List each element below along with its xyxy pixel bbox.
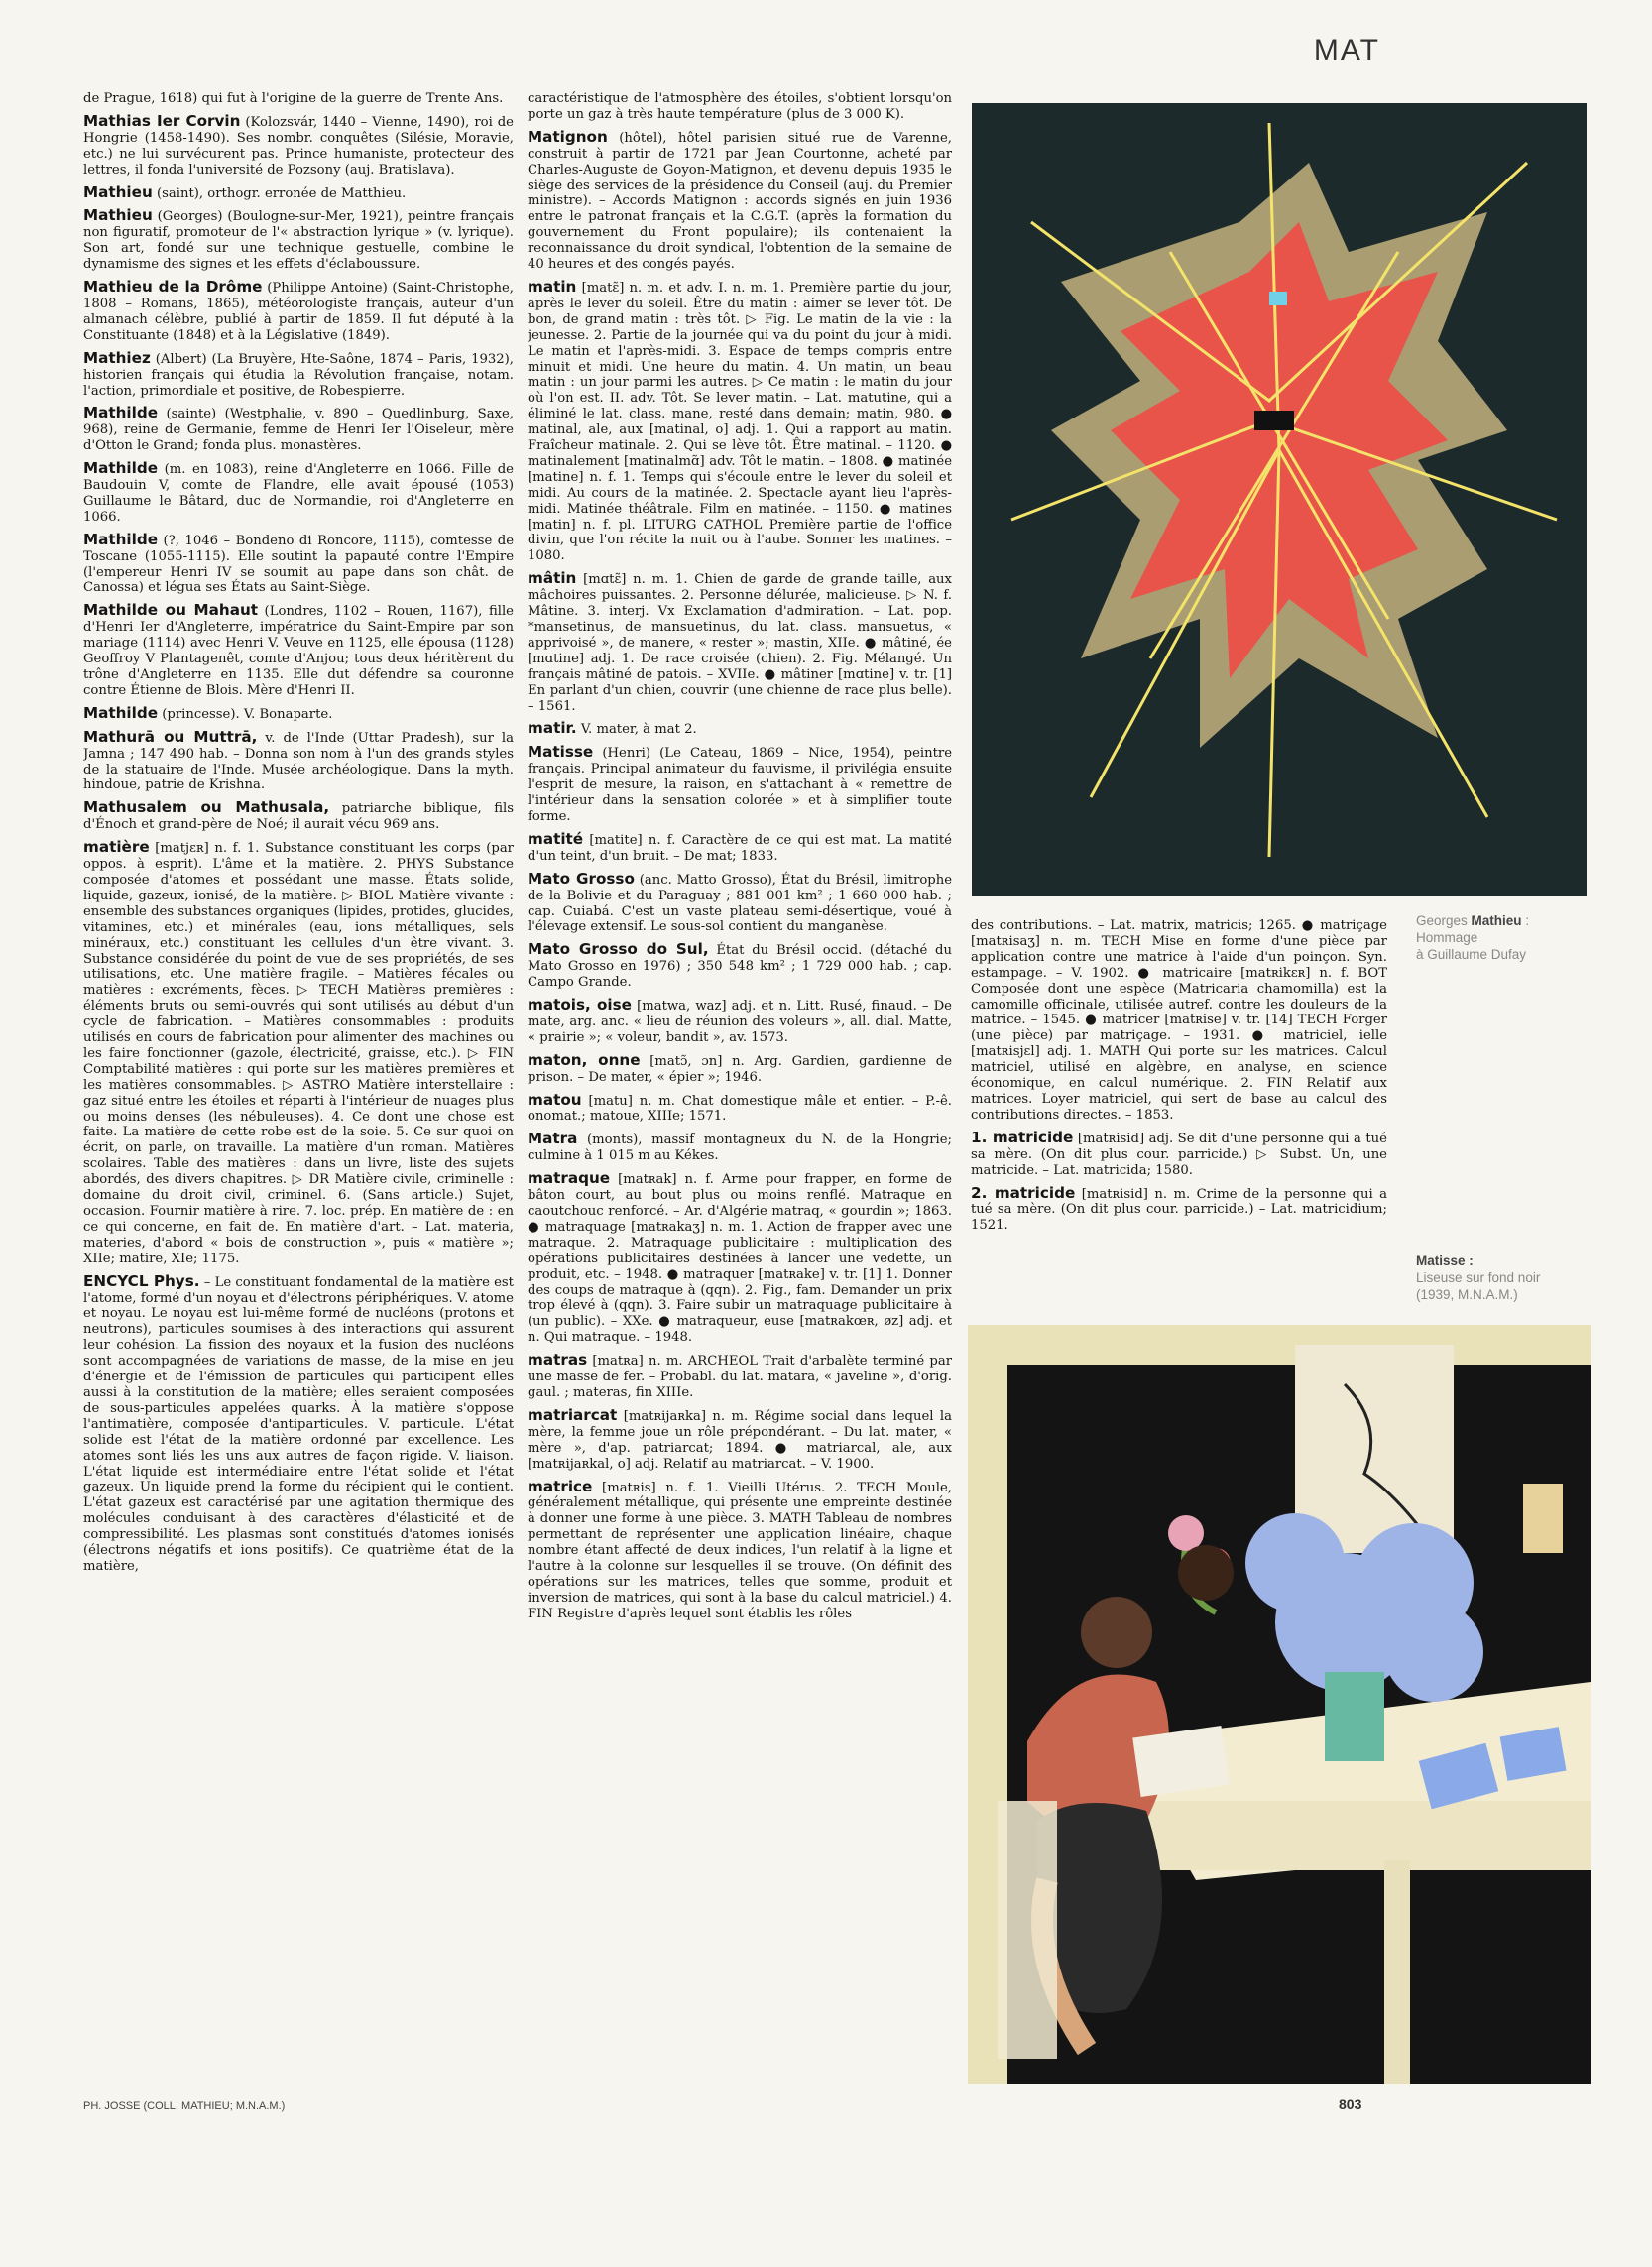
entry [83,182,514,202]
painting-book [1132,1726,1229,1797]
entry-definition: (princesse). V. Bonaparte. [162,706,333,722]
painting-matisse-liseuse [968,1325,1591,2084]
entry [528,1405,952,1473]
entry [528,127,952,273]
caption-mathieu [1416,912,1614,963]
entry-headword: ENCYCL Phys. [83,1271,200,1290]
entry-definition: (monts), massif montagneux du N. de la Hongrie; culmine à 1 015 m au Kékes. [528,1133,952,1164]
caption-matisse [1416,1253,1614,1303]
entry-headword: 1. matricide [971,1128,1074,1146]
entry-definition: [matu] n. m. Chat domestique mâle et entier. – P.-ê. onomat.; matoue, XIIIe; 1571. [528,1093,952,1125]
entry-headword: matriarcat [528,1405,618,1424]
running-head: MAT [1313,34,1380,66]
abstract-painting-icon [972,103,1587,896]
entry-definition: (m. en 1083), reine d'Angleterre en 1066. Fille de Baudouin V, comte de Flandre, elle avait épousé (1053) Guillaume le Bâtard, duc de Normandie, roi d'Angleterre en 1066. [83,462,514,525]
entry-headword: maton, onne [528,1050,641,1069]
entry [83,530,514,597]
entry-headword: Matisse [528,743,594,762]
painting-black-mark [1254,411,1294,430]
entry-headword: Matignon [528,127,608,146]
entry-definition: v. de l'Inde (Uttar Pradesh), sur la Jamna ; 147 490 hab. – Donna son nom à l'un des grands styles de la statuaire de l'Inde. Musée archéologique. Dans la myth. hindoue, patrie de Krishna. [83,730,514,793]
entry [83,208,514,273]
photo-credit: PH. JOSSE (COLL. MATHIEU; M.N.A.M.) [83,2100,286,2112]
entry-definition: [matʀa] n. m. ARCHEOL Trait d'arbalète terminé par une masse de fer. – Probabl. du lat. matara, « javeline », d'orig. gaul. ; materas, fin XIIIe. [528,1354,952,1400]
entry-headword: Mathilde [83,530,159,548]
entry-headword: Mathias Ier Corvin [83,111,241,130]
entry [83,348,514,400]
caption-title-line1: Hommage [1416,930,1478,945]
entry-headword: matité [528,829,584,848]
column-3 [971,918,1387,1315]
entry-definition: des contributions. – Lat. matrix, matricis; 1265. ● matriçage [matʀisaʒ] n. m. TECH Mise en forme d'une pièce par application contre une matrice à l'aide d'un poinçon. Syn. estampage. – V. 1902. ● matricaire [matʀikɛʀ] n. f. BOT Composée dont une espèce (Matricaria chamomilla) est la camomille officinale, utilisée autref. contre les douleurs de la matrice. – 1545. ● matricer [matʀise] v. tr. [14] TECH Forger (une pièce) par matriçage. – 1931. ● matriciel, ielle [matʀisjɛl] adj. 1. MATH Qui porte sur les matrices. Calcul matriciel, utilisé en algèbre, en analyse, en science économique, en calcul numérique. 2. FIN Relatif aux matrices. Loyer matriciel, qui sert de base au calcul des contributions directes. – 1853. [971,918,1387,1123]
entry-headword: Mathieu [83,182,153,201]
entry-headword: Mato Grosso do Sul, [528,940,709,959]
entry-headword: Matra [528,1130,578,1148]
column-1 [83,91,514,2075]
entry-definition: de Prague, 1618) qui fut à l'origine de la guerre de Trente Ans. [83,91,504,106]
entry-headword: matras [528,1351,588,1370]
entry [83,703,514,723]
entry [528,721,952,738]
column-2 [528,91,952,2075]
entry-definition: (sainte) (Westphalie, v. 890 – Quedlinburg, Saxe, 968), reine de Germanie, femme de Henri Ier l'Oiseleur, mère d'Otton le Grand; fonda plus. monastères. [83,407,514,454]
entry [83,280,514,344]
entry-definition: – Le constituant fondamental de la matière est l'atome, formé d'un noyau et d'électrons périphériques. V. atome et noyau. Le noyau est lui-même formé de nucléons (protons et neutrons), particules soumises à des interactions qui assurent leur cohésion. La fission des noyaux et la fusion des nucléons sont accompagnées de variations de masse, de la mise en jeu d'énergie et de l'émission de particules qui participent elles aussi à la constitution de la matière; elles seraient composées de sous-particules appelées quarks. À la matière s'oppose l'antimatière, composée d'antiparticules. V. particule. L'état solide est l'état de la matière ordonné par excellence. Les atomes sont liés les uns aux autres de façon rigide. V. liaison. L'état liquide est intermédiaire entre l'état solide et l'état gazeux. Un liquide prend la forme du récipient qui le contient. L'état gazeux est caractérisé par une agitation thermique des molécules conduisant à des caractères d'élasticité et de compressibilité. Les plasmas sont constitués d'atomes ionisés (électrons négatifs et ions positifs). Ce quatrième état de la matière, [83,1274,514,1574]
entry-headword: matois, oise [528,996,632,1014]
entry-definition: (Georges) (Boulogne-sur-Mer, 1921), peintre français non figuratif, promoteur de l'« abstraction lyrique » (v. lyrique). Son art, fondé sur une technique gestuelle, combine le dynamisme des signes et les effets d'éclaboussure. [83,209,514,273]
entry-definition: (Albert) (La Bruyère, Hte-Saône, 1874 – Paris, 1932), historien français qui étudia la Révolution française, notam. l'action, primordiale et positive, de Robespierre. [83,351,514,399]
entry [528,942,952,991]
entry-headword: matin [528,277,577,296]
entry-headword: matrice [528,1477,593,1495]
entry [83,800,514,833]
entry [528,277,952,564]
caption-artist-last: Mathieu [1471,913,1522,928]
entry-definition: patriarche biblique, fils d'Énoch et grand-père de Noé; il aurait vécu 969 ans. [83,801,514,833]
entry [971,918,1387,1124]
entry [971,1128,1387,1179]
entry-definition: (Londres, 1102 – Rouen, 1167), fille d'Henri Ier d'Angleterre, impératrice du Saint-Empire par son mariage (1114) avec Henri V. Veuve en 1125, elle épousa (1128) Geoffroy V Plantagenêt, comte d'Anjou; tous deux héritèrent du trône d'Angleterre en 1135. Elle dut défendre sa couronne contre Étienne de Blois. Mère d'Henri II. [83,604,514,698]
entry [528,1477,952,1622]
entry [528,829,952,865]
caption-title-line2: à Guillaume Dufay [1416,947,1527,962]
entry-definition: [mɑtɛ̃] n. m. 1. Chien de garde de grande taille, aux mâchoires puissantes. 2. Personne délurée, malicieuse. ▷ N. f. Mâtine. 3. interj. Vx Exclamation d'admiration. – Lat. pop. *mansetinus, de mansuetinus, du lat. class. mansuetus, « apprivoisé », de manere, « rester »; mastin, XIIe. ● mâtiné, ée [mɑtine] adj. 1. De race croisée (chien). 2. Fig. Mélangé. Un français mâtiné de patois. – XVIIe. ● mâtiner [mɑtine] v. tr. [1] En parlant d'un chien, couvrir (une chienne de race plus belle). – 1561. [528,572,952,714]
entry-definition: [matɛ̃] n. m. et adv. I. n. m. 1. Première partie du jour, après le lever du soleil. Être du matin : aimer se lever tôt. De bon, de grand matin : très tôt. ▷ Fig. Le matin de la vie : la jeunesse. 2. Partie de la journée qui va du point du jour à midi. Le matin et l'après-midi. 3. Espace de temps compris entre minuit et midi. Une heure du matin. 4. Un matin, un beau matin : un jour parmi les autres. ▷ Ce matin : le matin du jour où l'on est. II. adv. Tôt. Se lever matin. – Lat. matutine, qui a éliminé le lat. class. mane, resté dans demain; matin, 980. ● matinal, ale, aux [matinal, o] adj. 1. Qui a rapport au matin. Fraîcheur matinale. 2. Qui se lève tôt. Être matinal. – 1120. ● matinalement [matinalmɑ̃] adv. Tôt le matin. – 1808. ● matinée [matine] n. f. 1. Temps qui s'écoule entre le lever du soleil et midi. Au cours de la matinée. 2. Spectacle ayant lieu l'après-midi. Matinée théâtrale. Film en matinée. – 1150. ● matines [matin] n. f. pl. LITURG CATHOL Première partie de l'office divin, que l'on récite la nuit ou à l'aube. Sonner les matines. – 1080. [528,280,952,564]
entry [528,745,952,825]
entry-definition: (Henri) (Le Cateau, 1869 – Nice, 1954), peintre français. Principal animateur du fauvisme, il privilégia ensuite l'esprit de mesure, la raison, en s'attachant à « remettre de l'intérieur dans la sensation colorée » et à simplifier toute forme. [528,746,952,824]
entry [83,1271,514,1575]
painting-blue-mark [1269,292,1287,305]
caption-artist: Georges Mathieu : [1416,913,1530,928]
entry-definition: [matʀijaʀka] n. m. Régime social dans lequel la mère, la femme joue un rôle prépondérant. – Du lat. mater, « mère », d'ap. patriarcat; 1894. ● matriarcal, ale, aux [matʀijaʀkal, o] adj. Relatif au matriarcat. – V. 1900. [528,1408,952,1472]
entry [528,1132,952,1164]
figurative-painting-icon [968,1325,1591,2084]
entry-definition: caractéristique de l'atmosphère des étoiles, s'obtient lorsqu'on porte un gaz à très haute température (plus de 3 000 K). [528,91,952,122]
entry-headword: Mato Grosso [528,869,635,888]
entry-headword: Mathieu de la Drôme [83,278,263,297]
entry-definition: [matʀisid] n. m. Crime de la personne qui a tué sa mère. (On dit plus cour. parricide.) – Lat. matricidium; 1521. [971,1186,1387,1234]
entry [528,1050,952,1086]
entry [971,1183,1387,1235]
entry-headword: matière [83,838,150,857]
entry-definition: [matwa, waz] adj. et n. Litt. Rusé, finaud. – De mate, arg. anc. « lieu de réunion des voleurs », all. dial. Matte, « prairie »; « voleur, bandit », av. 1573. [528,999,952,1045]
entry [83,91,514,107]
entry [83,727,514,794]
entry-headword: 2. matricide [971,1183,1076,1202]
entry-headword: Mathilde [83,404,159,422]
entry [528,1353,952,1401]
painting-small-frame [1523,1484,1563,1553]
entry-definition: V. mater, à mat 2. [580,722,697,738]
caption-title-line2: (1939, M.N.A.M.) [1416,1287,1518,1302]
entry-definition: [matjɛʀ] n. f. 1. Substance constituant les corps (par oppos. à esprit). L'âme et la matière. 2. PHYS Substance composée d'atomes et possédant une masse. États solide, liquide, gazeux, ionisé, de la matière. ▷ BIOL Matière vivante : ensemble des substances organiques (lipides, protides, glucides, vitamines, etc.) et minérales (eau, ions métalliques, sels minéraux, etc.) constituant les cellules d'un être vivant. 3. Substance considérée du point de vue de ses propriétés, de ses utilisations, etc. Une matière fragile. – Matières fécales ou matières : excréments, fèces. ▷ TECH Matières premières : éléments bruts ou semi-ouvrés qui sont utilisés au début d'un cycle de fabrication. – Matières consommables : produits utilisés en cours de fabrication pour alimenter des machines ou les faire fonctionner (gazole, électricité, graisse, etc.). ▷ FIN Comptabilité matières : qui porte sur les matières premières et les matières consommables. ▷ ASTRO Matière interstellaire : gaz situé entre les étoiles et réparti à l'intérieur de nuages plus ou moins denses (les nébuleuses). 4. Ce dont une chose est faite. La matière de cette robe est de la soie. 5. Ce sur quoi on écrit, on parle, on travaille. La matière d'un roman. Matières scolaires. Table des matières : dans un livre, liste des sujets abordés, des divers chapitres. ▷ DR Matière civile, criminelle : domaine du droit civil, criminel. 6. (Sans article.) Sujet, occasion. Fournir matière à rire. 7. loc. prép. En matière de : en ce qui concerne, en fait de. En matière d'art. – Lat. materia, materies, d'abord « bois de construction », puis « matière »; XIIe; matire, XIe; 1175. [83,841,514,1266]
entry-headword: mâtin [528,569,577,588]
caption-title-line1: Liseuse sur fond noir [1416,1270,1541,1285]
caption-artist-first: Georges [1416,913,1468,928]
entry [528,571,952,714]
entry-definition: (Kolozsvár, 1440 – Vienne, 1490), roi de Hongrie (1458-1490). Ses nombr. conquêtes (Silésie, Moravie, etc.) ne lui survécurent pas. Prince humaniste, protecteur des lettres, il fonda l'université de Pozsony (auj. Bratislava). [83,114,514,178]
entry-headword: Mathurā ou Muttrā, [83,727,258,746]
painting-mathieu-hommage-dufay [972,103,1587,896]
entry-definition: (?, 1046 – Bondeno di Roncore, 1115), comtesse de Toscane (1055-1115). Elle soutint la papauté contre l'Empire (l'empereur Henri IV se soumit au pape dans son chât. de Canossa) et légua ses États au Saint-Siège. [83,533,514,596]
entry-definition: [matite] n. f. Caractère de ce qui est mat. La matité d'un teint, d'un bruit. – De mat; 1833. [528,832,952,864]
entry [528,869,952,936]
painting-vase [1325,1672,1384,1761]
entry-definition: [matɔ̃, ɔn] n. Arg. Gardien, gardienne de prison. – De mater, « épier »; 1946. [528,1053,952,1085]
entry-definition: État du Brésil occid. (détaché du Mato Grosso en 1976) ; 350 548 km² ; 1 729 000 hab. ; cap. Campo Grande. [528,943,952,991]
page-number: 803 [1339,2096,1362,2112]
entry-definition: [matʀisid] adj. Se dit d'une personne qui a tué sa mère. (On dit plus cour. parricide.) ▷ Subst. Un, une matricide. – Lat. matricida; 1580. [971,1131,1387,1178]
entry-headword: Mathilde [83,703,159,722]
entry [83,406,514,454]
entry [528,1090,952,1126]
entry [528,998,952,1046]
entry-headword: Mathilde ou Mahaut [83,601,259,620]
entry-headword: matraque [528,1169,611,1188]
entry-definition: (Philippe Antoine) (Saint-Christophe, 1808 – Romans, 1865), météorologiste français, auteur d'un almanach célèbre, publié à partir de 1859. Il fut député à la Constituante (1848) et à la Législative (1849). [83,281,514,343]
entry [528,91,952,123]
entry-headword: matou [528,1090,582,1109]
entry-definition: (hôtel), hôtel parisien situé rue de Varenne, construit à partir de 1721 par Jean Courtonne, acheté par Charles-Auguste de Goyon-Matignon, et devenu depuis 1935 le siège des services de la présidence du Conseil (auj. du Premier ministre). – Accords Matignon : accords signés en juin 1936 entre le patronat français et la C.G.T. (après la formation du gouvernement du Front populaire); ils contenaient la reconnaissance du droit syndical, l'obtention de la semaine de 40 heures et des congés payés. [528,130,952,273]
entry [528,1171,952,1346]
entry-definition: [matʀis] n. f. 1. Vieilli Utérus. 2. TECH Moule, généralement métallique, qui présente une empreinte destinée à donner une forme à une pièce. 3. MATH Tableau de nombres permettant de représenter une application linéaire, chaque nombre étant affecté de deux indices, l'un relatif à la ligne et l'autre à la colonne sur lesquelles il se trouve. (On définit des opérations sur les matrices, telles que somme, produit et inversion de matrices, qui sont à la base du calcul matriciel.) 4. FIN Registre d'après lequel sont établis les rôles [528,1480,952,1621]
entry-definition: (anc. Matto Grosso), État du Brésil, limitrophe de la Bolivie et du Paraguay ; 881 001 km² ; 1 660 000 hab. ; cap. Cuiabá. C'est un vaste plateau semi-désertique, voué à l'élevage extensif. Le sous-sol contient du manganèse. [528,872,952,935]
entry-definition: [matʀak] n. f. Arme pour frapper, en forme de bâton court, au bout plus ou moins renflé. Matraque en caoutchouc renforcé. – Ar. d'Algérie matraq, « gourdin »; 1863. ● matraquage [matʀakaʒ] n. m. 1. Action de frapper avec une matraque. 2. Matraquage publicitaire : multiplication des opérations publicitaires destinées à lancer une vedette, un produit, etc. – 1948. ● matraquer [matʀake] v. tr. [1] 1. Donner des coups de matraque à (qqn). 2. Fig., fam. Demander un prix trop élevé à (qqn). 3. Faire subir un matraquage publicitaire à (un public). – XXe. ● matraqueur, euse [matʀakœʀ, øz] adj. et n. Qui matraque. – 1948. [528,1172,952,1346]
entry-headword: Mathusalem ou Mathusala, [83,798,330,817]
entry-headword: Mathilde [83,459,159,478]
entry-headword: Mathieu [83,206,153,225]
entry-definition: (saint), orthogr. erronée de Matthieu. [156,185,407,201]
caption-artist: Matisse : [1416,1253,1474,1268]
entry [83,111,514,179]
entry [83,603,514,698]
painting-woman-head [1081,1597,1152,1668]
entry-headword: Mathiez [83,348,151,367]
entry [83,840,514,1266]
entry [83,461,514,526]
painting-frame-top [968,1325,1591,1365]
entry-headword: matir. [528,719,577,738]
